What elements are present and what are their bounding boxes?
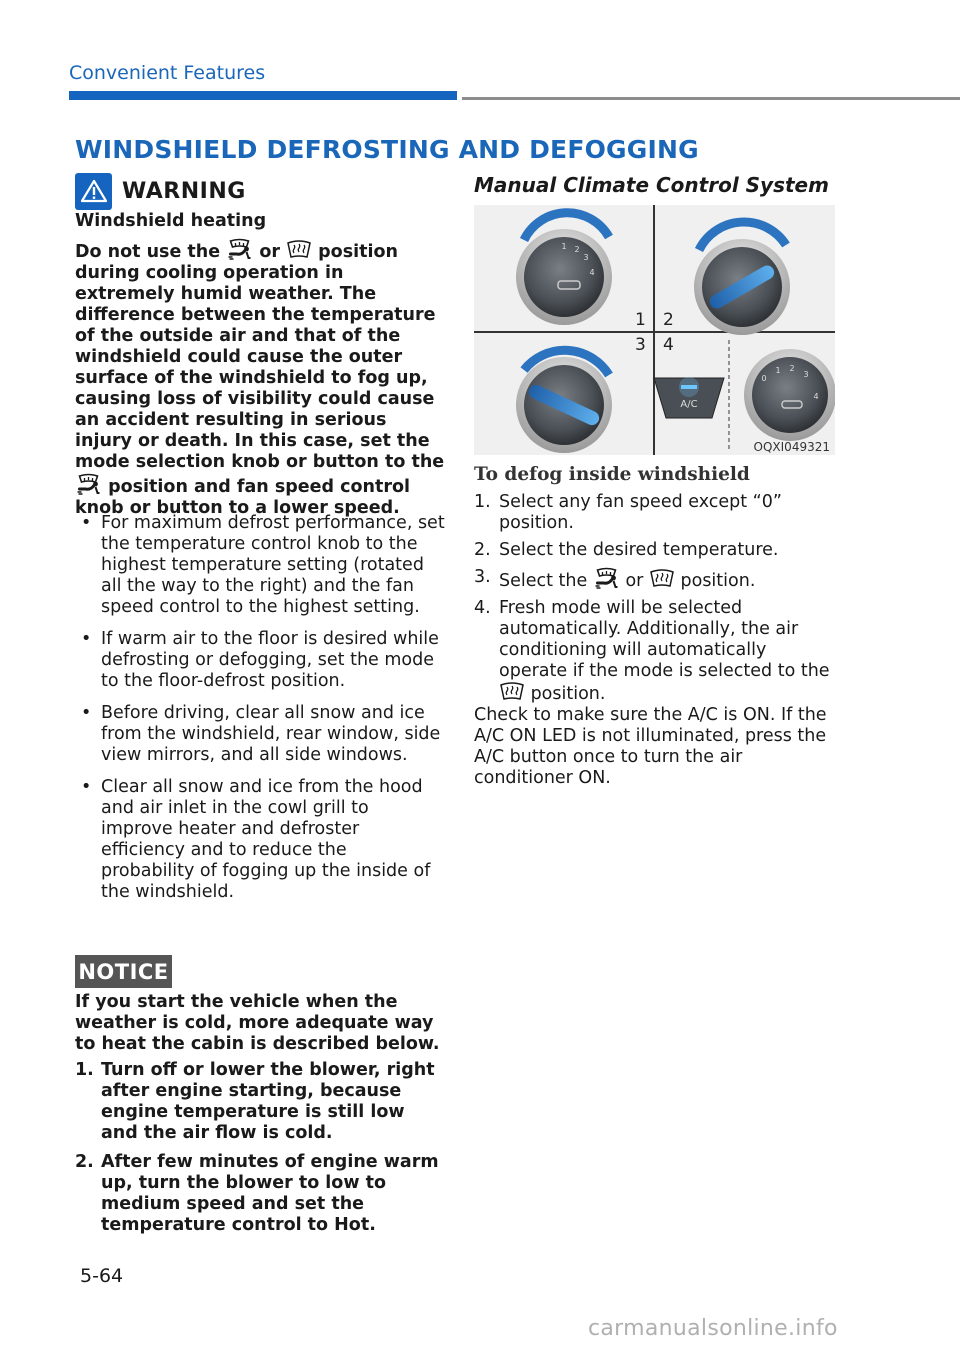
ac-check-text: Check to make sure the A/C is ON. If the A/C ON LED is not illuminated, press the A/C button once to turn the air conditioner ON. <box>474 705 827 788</box>
list-item <box>474 492 834 534</box>
warning-text-1: Do not use the <box>75 242 221 262</box>
figure-label: 1 <box>635 310 646 330</box>
list-item <box>75 1152 445 1236</box>
knob-number: 3 <box>803 370 809 379</box>
item-text: Fresh mode will be selected automatically. Additionally, the air conditioning will automatically operate if the mode is selected to the <box>499 598 830 681</box>
header-title: Convenient Features <box>69 62 266 84</box>
fan-speed-knob-small <box>744 349 835 441</box>
item-number: 3. <box>474 567 491 587</box>
item-number: 4. <box>474 598 491 618</box>
knob-number: 1 <box>775 366 781 375</box>
knob-number: 1 <box>561 242 567 251</box>
figure-label: 3 <box>635 335 646 355</box>
item-number: 2. <box>75 1152 94 1172</box>
floor-defrost-icon <box>226 238 253 260</box>
list-item: • If warm air to the floor is desired while defrosting or defogging, set the mode to the floor-defrost position. <box>75 629 445 692</box>
ac-button <box>654 377 724 418</box>
figure-label: 2 <box>663 310 674 330</box>
item-text: Select the desired temperature. <box>499 540 779 560</box>
defrost-icon <box>499 682 525 702</box>
header-accent-bar <box>69 91 457 100</box>
page-number: 5-64 <box>80 1265 124 1287</box>
section-title: WINDSHIELD DEFROSTING AND DEFOGGING <box>75 135 699 164</box>
item-text: position. <box>530 684 606 704</box>
warning-label: WARNING <box>122 178 246 204</box>
list-item <box>474 598 834 705</box>
item-text: position. <box>680 571 756 591</box>
knob-number: 2 <box>789 364 795 373</box>
item-text: Turn off or lower the blower, right after engine starting, because engine temperature is still low and the air flow is cold. <box>101 1060 435 1143</box>
warning-header <box>75 173 246 209</box>
warning-subtitle: Windshield heating <box>75 211 267 231</box>
item-text: Select the <box>499 571 588 591</box>
item-number: 2. <box>474 540 491 560</box>
floor-defrost-icon <box>593 567 620 589</box>
notice-intro: If you start the vehicle when the weather is cold, more adequate way to heat the cabin is described below. <box>75 992 440 1054</box>
knob-number: 4 <box>813 392 819 401</box>
watermark: carmanualsonline.info <box>588 1316 838 1341</box>
temperature-knob <box>516 350 612 453</box>
list-item: • Clear all snow and ice from the hood and air inlet in the cowl grill to improve heater and defroster efficiency and to reduce the probability of fogging up the inside of the windshield. <box>75 777 445 903</box>
list-item <box>75 1060 445 1144</box>
defog-heading: To defog inside windshield <box>474 464 750 485</box>
warning-text <box>75 238 445 519</box>
item-number: 1. <box>75 1060 94 1080</box>
item-text: After few minutes of engine warm up, turn the blower to low to medium speed and set the temperature control to Hot. <box>101 1152 439 1235</box>
knob-number: 3 <box>583 253 589 262</box>
header-divider <box>462 97 960 100</box>
floor-defrost-icon <box>75 473 102 495</box>
list-item <box>474 567 834 592</box>
list-item: • Before driving, clear all snow and ice from the windshield, rear window, side view mirrors, and all side windows. <box>75 703 445 766</box>
climate-control-figure <box>474 205 835 455</box>
defrost-icon <box>649 569 675 589</box>
warning-icon <box>75 173 112 210</box>
knob-number: 2 <box>574 245 580 254</box>
tips-list <box>75 513 445 914</box>
warning-text-3: position during cooling operation in extremely humid weather. The difference between the temperature of the outside air and that of the windshield could cause the outer surface of the windshield to fog up, causing loss of visibility could cause an accident resulting in serious injury or death. In this case, set the mode selection knob or button to the <box>75 242 445 472</box>
knob-number: 0 <box>761 374 767 383</box>
notice-list <box>75 1060 445 1244</box>
defrost-icon <box>286 240 312 260</box>
item-text: Select any fan speed except “0” position. <box>499 492 782 533</box>
warning-text-2: or <box>259 242 280 262</box>
ac-label: A/C <box>680 399 698 410</box>
fan-speed-knob <box>516 213 612 325</box>
knob-number: 4 <box>589 268 595 277</box>
subsection-title: Manual Climate Control System <box>474 173 829 197</box>
figure-code: OQXI049321 <box>753 440 830 454</box>
list-item <box>474 540 834 561</box>
item-text: or <box>625 571 644 591</box>
defog-steps <box>474 492 834 711</box>
list-item: • For maximum defrost performance, set the temperature control knob to the highest temperature setting (rotated all the way to the right) and the fan speed control to the highest setting. <box>75 513 445 618</box>
item-number: 1. <box>474 492 491 512</box>
warning-text-4: position and fan speed control knob or button to a lower speed. <box>75 477 411 518</box>
figure-label: 4 <box>663 335 674 355</box>
notice-badge: NOTICE <box>75 955 172 988</box>
mode-knob <box>694 222 790 335</box>
